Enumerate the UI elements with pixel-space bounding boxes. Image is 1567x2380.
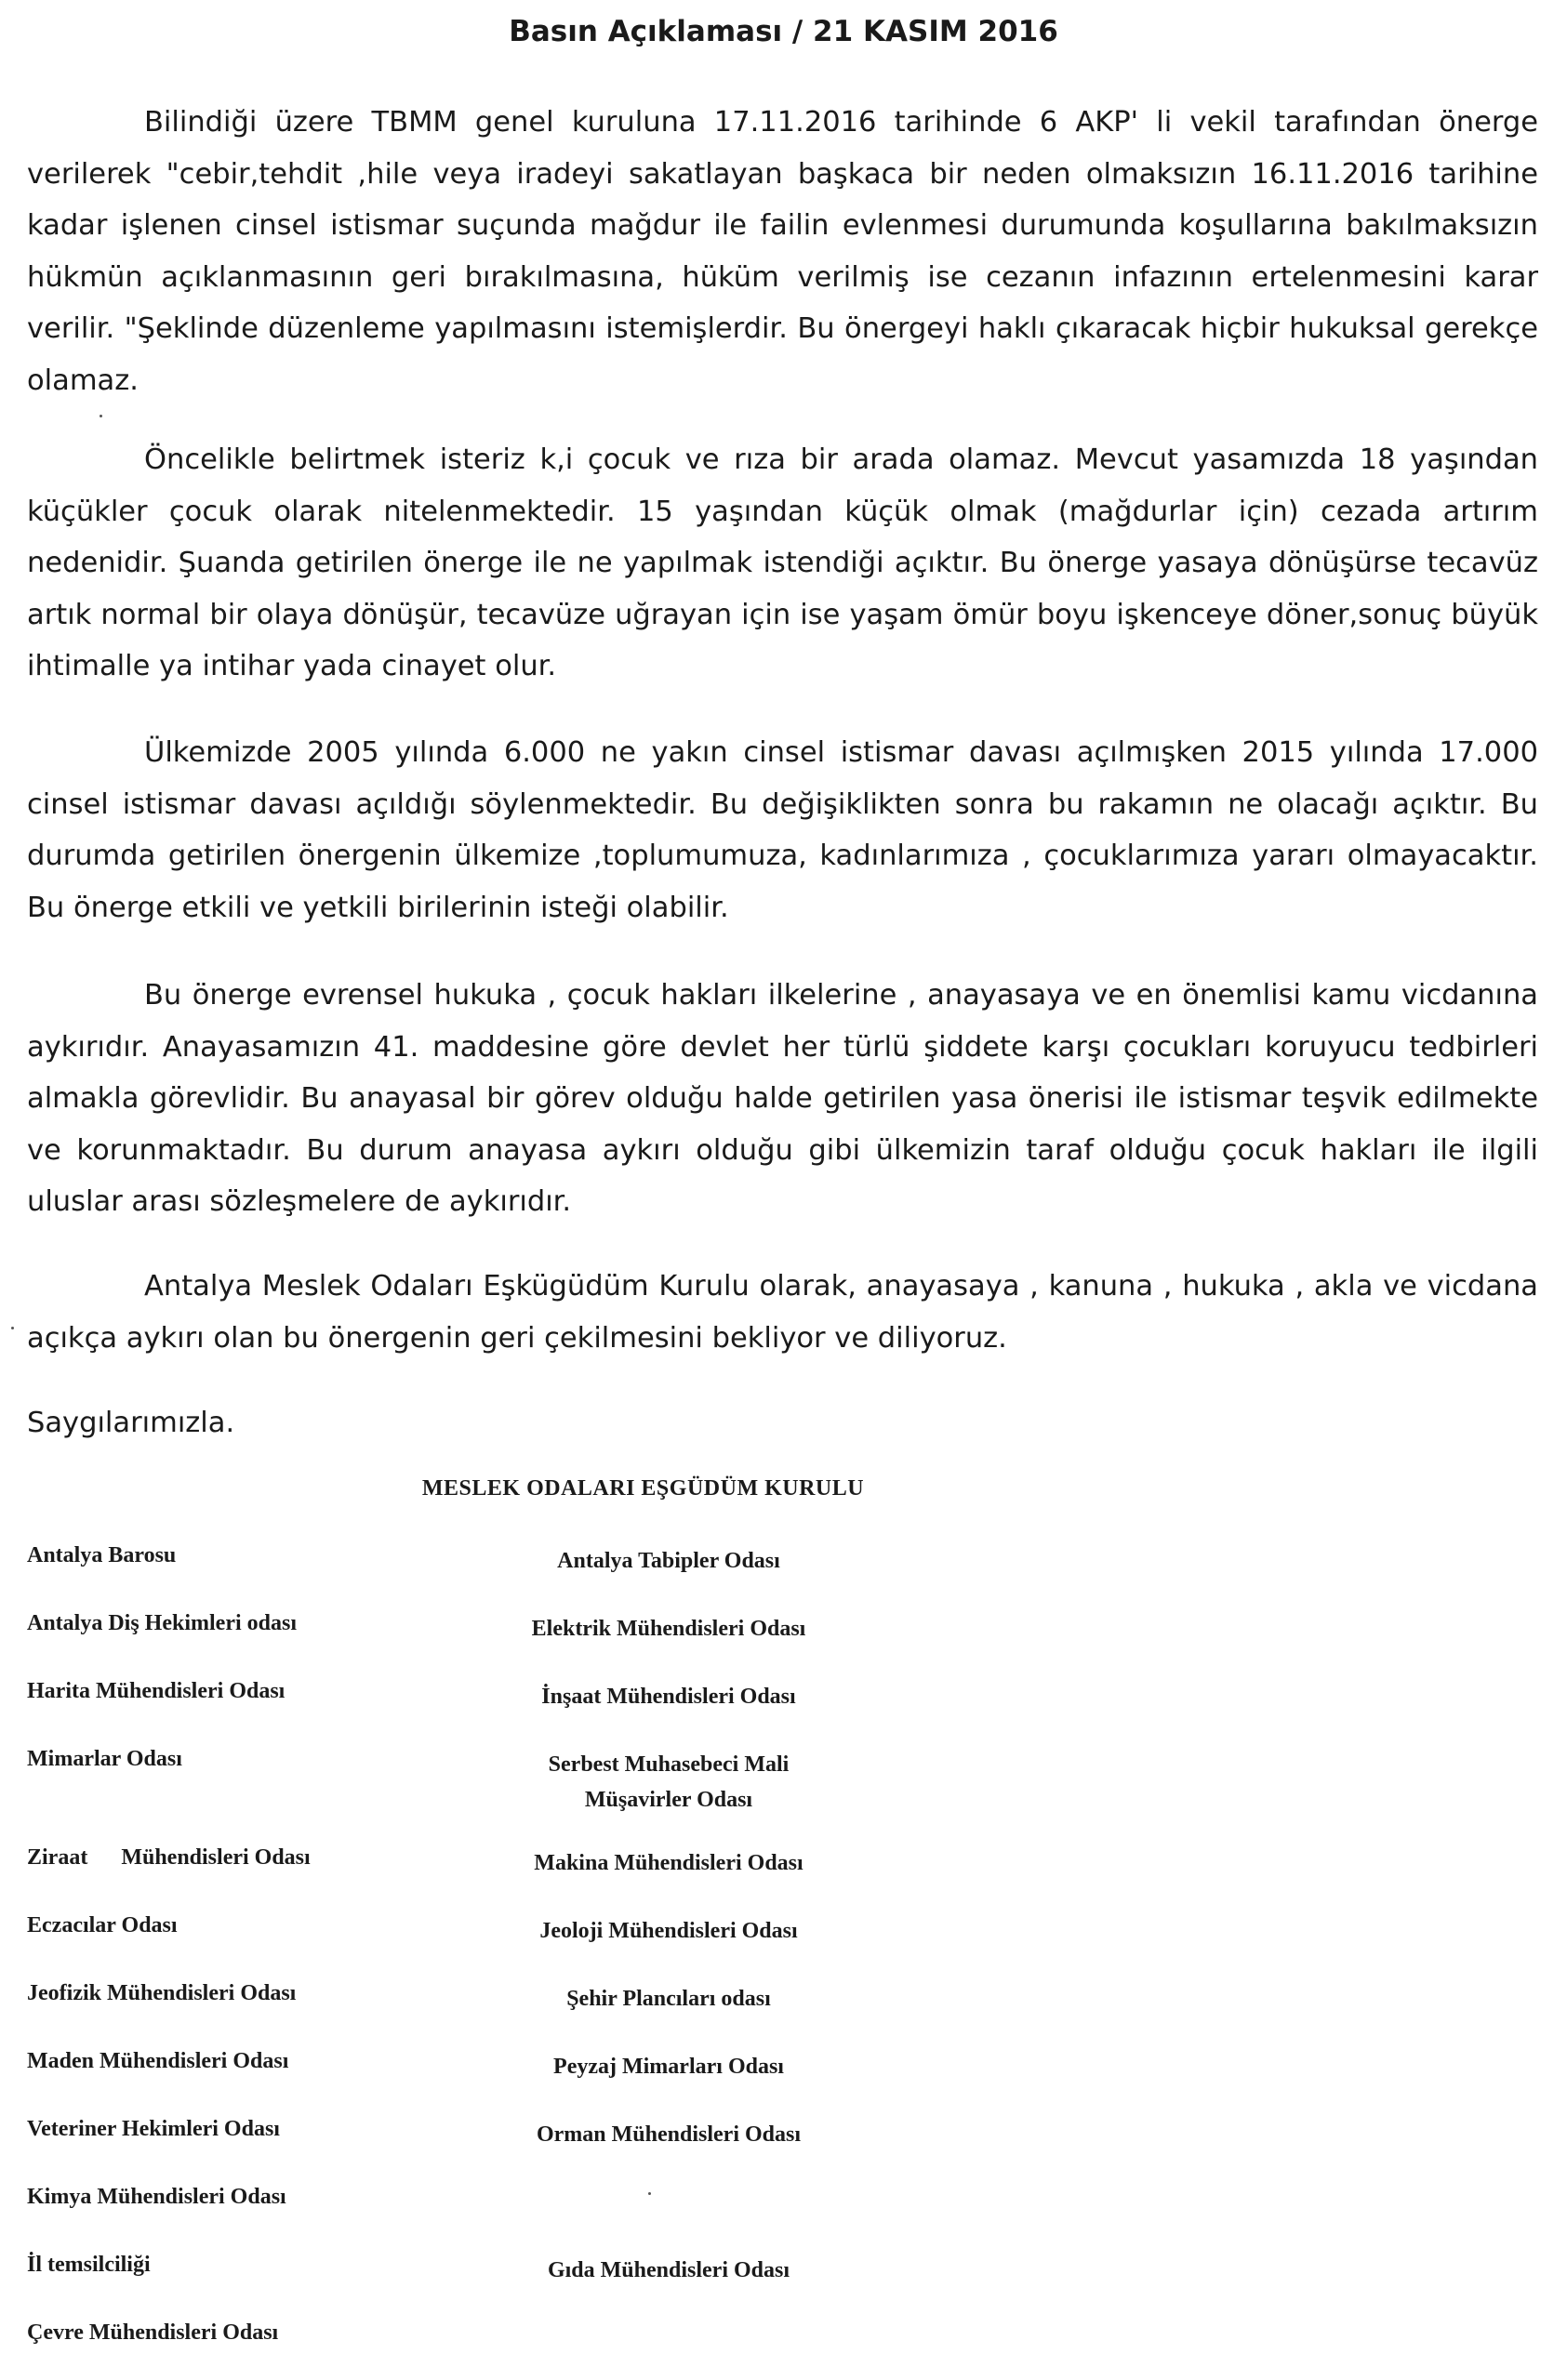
member-left: Mimarlar Odası [27,1747,182,1771]
member-row [27,1679,957,1747]
scan-speck [11,1327,14,1329]
member-row [27,1913,957,1981]
paragraph-1: Bilindiği üzere TBMM genel kuruluna 17.11.2016 tarihinde 6 AKP' li vekil tarafından önerge verilerek "cebir,tehdit ,hile veya iradeyi sakatlayan başkaca bir neden olmaksızın 16.11.2016 tarihine kadar işlenen cinsel istismar suçunda mağdur ile failin evlenmesi durumunda koşullarına bakılmaksızın hükmün açıklanmasının geri bırakılmasına, hüküm verilmiş ise cezanın infazının ertelenmesini karar verilir. "Şeklinde düzenleme yapılmasını istemişlerdir. Bu önergeyi haklı çıkaracak hiçbir hukuksal gerekçe olamaz. [27,106,1538,397]
member-right: İnşaat Mühendisleri Odası [541,1685,796,1709]
member-row [27,2117,957,2185]
member-row [27,1845,957,1913]
member-right: Serbest Muhasebeci Mali Müşavirler Odası [548,1752,790,1812]
scan-speck [648,2192,651,2195]
member-right: Gıda Mühendisleri Odası [547,2258,790,2282]
member-right: Peyzaj Mimarları Odası [553,2055,784,2079]
closing-salutation: Saygılarımızla. [27,1407,235,1439]
member-right: Orman Mühendisleri Odası [536,2122,802,2147]
committee-title: MESLEK ODALARI EŞGÜDÜM KURULU [421,1476,865,1501]
member-left: Kimya Mühendisleri Odası [27,2185,286,2209]
member-right: Antalya Tabipler Odası [557,1549,780,1573]
paragraph-5: Antalya Meslek Odaları Eşkügüdüm Kurulu olarak, anayasaya , kanuna , hukuka , akla ve vicdana açıkça aykırı olan bu önergenin geri çekilmesini bekliyor ve diliyoruz. [27,1270,1538,1355]
member-row [27,2320,957,2376]
member-left: Antalya Barosu [27,1543,177,1567]
member-row [27,2049,957,2117]
scan-speck [100,415,102,417]
member-left: Harita Mühendisleri Odası [27,1679,286,1703]
document-title: Basın Açıklaması / 21 KASIM 2016 [509,15,1058,48]
member-organizations-list [27,1543,957,2376]
member-left: İl temsilciliği [27,2253,151,2277]
member-left: Ziraat Mühendisleri Odası [27,1845,311,1870]
member-right: Jeoloji Mühendisleri Odası [539,1919,798,1943]
member-row [27,2185,957,2253]
member-right: Makina Mühendisleri Odası [534,1851,803,1875]
member-right: Elektrik Mühendisleri Odası [531,1617,806,1641]
member-right: Şehir Plancıları odası [566,1987,771,2011]
member-left: Maden Mühendisleri Odası [27,2049,289,2073]
member-left: Jeofizik Mühendisleri Odası [27,1981,297,2005]
paragraph-2: Öncelikle belirtmek isteriz k,i çocuk ve rıza bir arada olamaz. Mevcut yasamızda 18 yaşından küçükler çocuk olarak nitelenmektedir. 15 yaşından küçük olmak (mağdurlar için) cezada artırım nedenidir. Şuanda getirilen önerge ile ne yapılmak istendiği açıktır. Bu önerge yasaya dönüşürse tecavüz artık normal bir olaya dönüşür, tecavüze uğrayan için ise yaşam ömür boyu işkenceye döner,sonuç büyük ihtimalle ya intihar yada cinayet olur. [27,443,1538,682]
member-row [27,1981,957,2049]
member-row [27,1611,957,1679]
member-row [27,1747,957,1845]
member-row [27,2253,957,2320]
member-left: Çevre Mühendisleri Odası [27,2320,279,2345]
paragraph-3: Ülkemizde 2005 yılında 6.000 ne yakın cinsel istismar davası açılmışken 2015 yılında 17.000 cinsel istismar davası açıldığı söylenmektedir. Bu değişiklikten sonra bu rakamın ne olacağı açıktır. Bu durumda getirilen önergenin ülkemize ,toplumumuza, kadınlarımıza , çocuklarımıza yararı olmayacaktır. Bu önerge etkili ve yetkili birilerinin isteği olabilir. [27,736,1538,924]
member-row [27,1543,957,1611]
member-left: Eczacılar Odası [27,1913,178,1937]
member-left: Veteriner Hekimleri Odası [27,2117,280,2141]
member-left: Antalya Diş Hekimleri odası [27,1611,298,1635]
paragraph-4: Bu önerge evrensel hukuka , çocuk hakları ilkelerine , anayasaya ve en önemlisi kamu vicdanına aykırıdır. Anayasamızın 41. maddesine göre devlet her türlü şiddete karşı çocukları koruyucu tedbirleri almakla görevlidir. Bu anayasal bir görev olduğu halde getirilen yasa önerisi ile istismar teşvik edilmekte ve korunmaktadır. Bu durum anayasa aykırı olduğu gibi ülkemizin taraf olduğu çocuk hakları ile ilgili uluslar arası sözleşmelere de aykırıdır. [27,979,1538,1218]
